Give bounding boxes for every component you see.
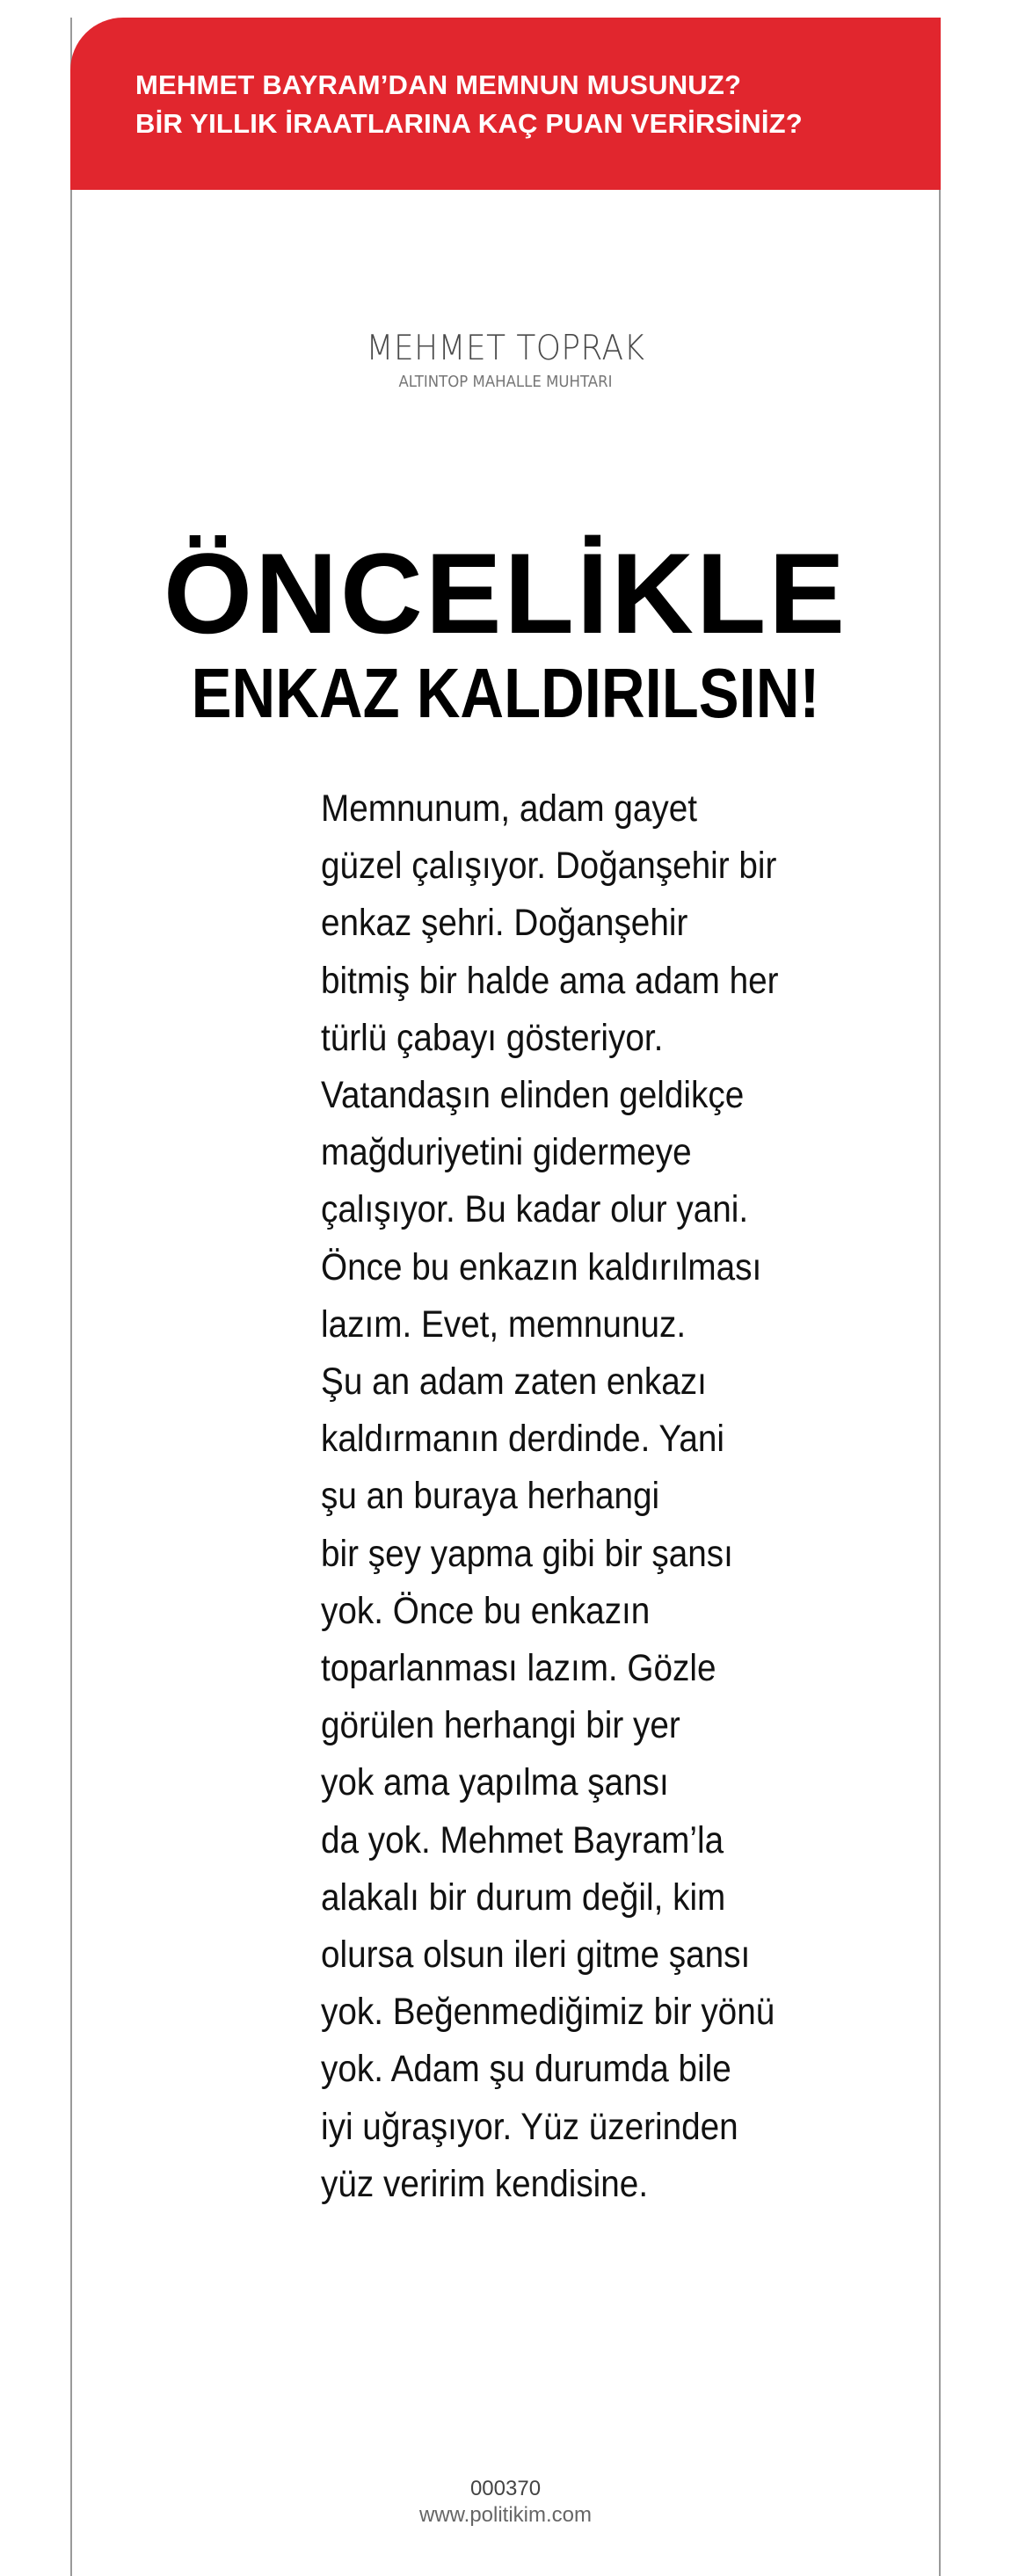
body-line: iyi uğraşıyor. Yüz üzerinden [321, 2105, 738, 2148]
body-line: yok. Beğenmediğimiz bir yönü [321, 1991, 775, 2034]
article-card [70, 18, 941, 2576]
body-line: Memnunum, adam gayet [321, 787, 698, 830]
body-line: yok ama yapılma şansı [321, 1761, 669, 1804]
body-line: çalışıyor. Bu kadar olur yani. [321, 1188, 749, 1231]
headline-line-1: ÖNCELİKLE [163, 529, 848, 657]
headline [72, 529, 939, 732]
headline-line-2: ENKAZ KALDIRILSIN! [191, 654, 820, 732]
body-line: lazım. Evet, memnunuz. [321, 1303, 687, 1346]
footer [72, 2476, 939, 2529]
question-banner [70, 18, 941, 190]
body-line: Önce bu enkazın kaldırılması [321, 1245, 762, 1288]
body-line: yüz veririm kendisine. [321, 2162, 649, 2205]
author-name: MEHMET TOPRAK [366, 329, 645, 368]
body-line: mağduriyetini gidermeye [321, 1131, 692, 1174]
body-line: bir şey yapma gibi bir şansı [321, 1532, 733, 1575]
body-line: güzel çalışıyor. Doğanşehir bir [321, 845, 777, 888]
body-line: şu an buraya herhangi [321, 1475, 660, 1518]
body-line: da yok. Mehmet Bayram’la [321, 1818, 724, 1861]
body-line: Vatandaşın elinden geldikçe [321, 1074, 745, 1117]
quote-body [321, 780, 848, 2213]
body-line: kaldırmanın derdinde. Yani [321, 1418, 724, 1461]
body-line: alakalı bir durum değil, kim [321, 1876, 726, 1919]
body-line: görülen herhangi bir yer [321, 1704, 680, 1747]
author-role: ALTINTOP MAHALLE MUHTARI [398, 373, 613, 391]
page-code: 000370 [469, 2477, 542, 2500]
body-line: toparlanması lazım. Gözle [321, 1647, 716, 1690]
banner-question-line-2: BİR YILLIK İRAATLARINA KAÇ PUAN VERİRSİNİZ? [135, 108, 803, 139]
body-line: bitmiş bir halde ama adam her [321, 959, 779, 1002]
body-line: enkaz şehri. Doğanşehir [321, 902, 688, 945]
banner-question-line-1: MEHMET BAYRAM’DAN MEMNUN MUSUNUZ? [135, 69, 742, 100]
body-line: olursa olsun ileri gitme şansı [321, 1934, 751, 1977]
body-line: türlü çabayı gösteriyor. [321, 1016, 664, 1059]
website-url: www.politikim.com [418, 2503, 593, 2527]
author-block [72, 328, 939, 393]
body-line: yok. Adam şu durumda bile [321, 2048, 731, 2091]
body-line: yok. Önce bu enkazın [321, 1589, 651, 1632]
body-line: Şu an adam zaten enkazı [321, 1361, 707, 1404]
